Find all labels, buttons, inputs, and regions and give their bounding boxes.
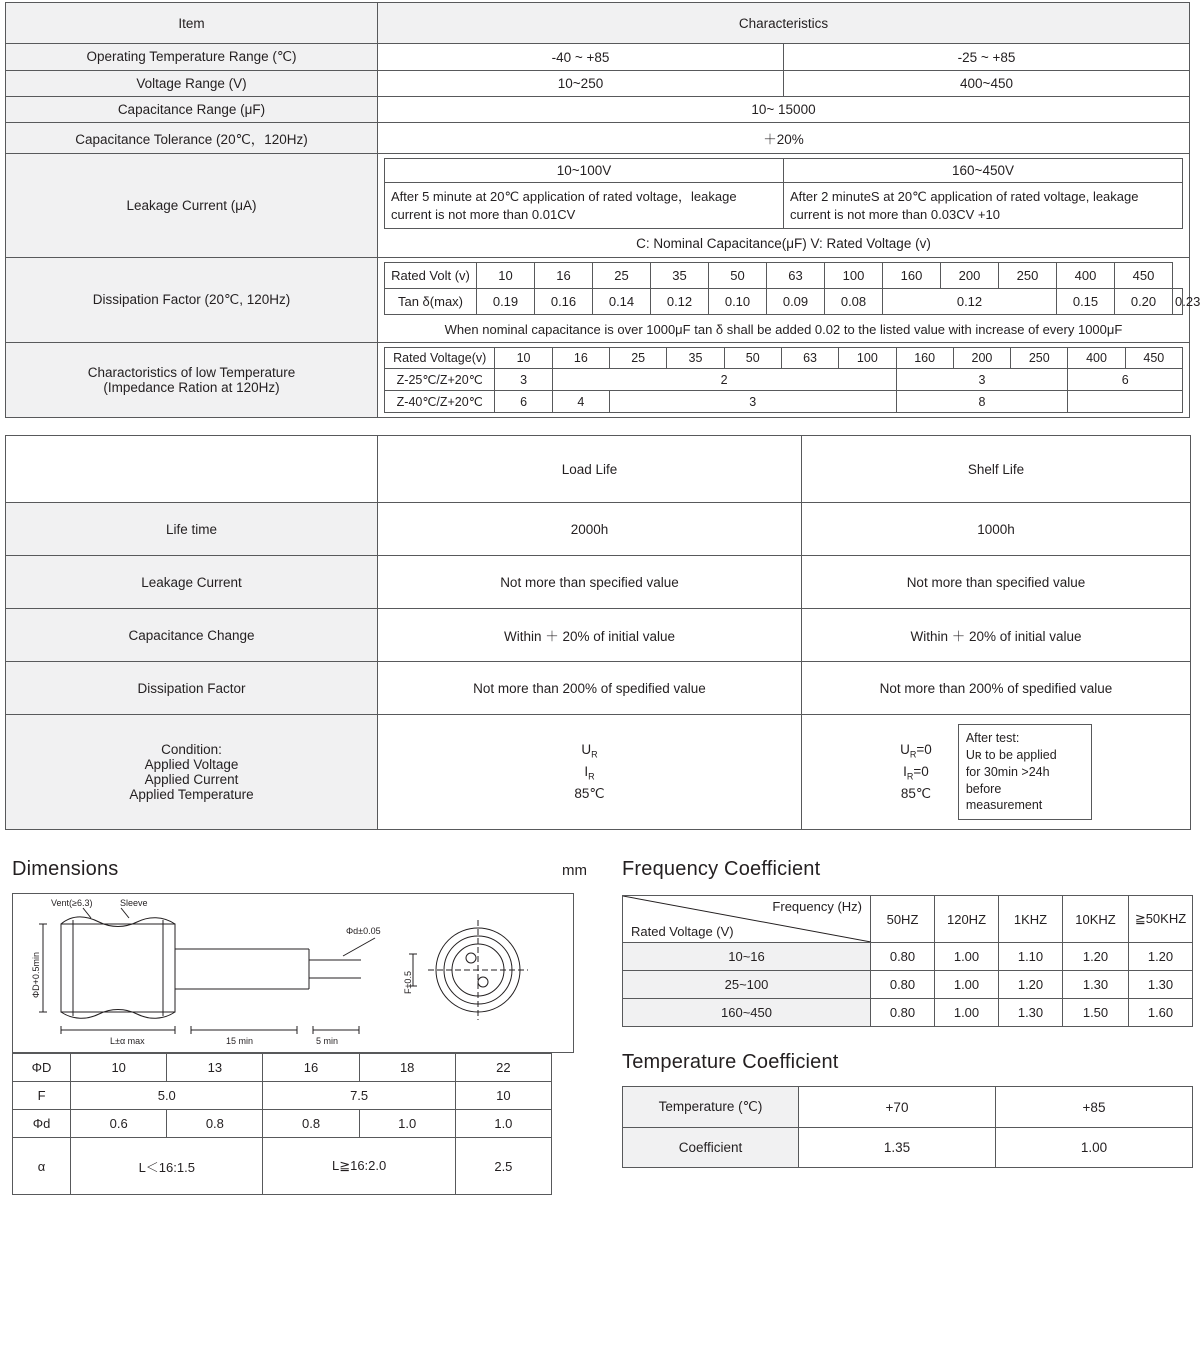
freq-col-head: 50HZ <box>871 896 935 943</box>
lt-empty <box>1068 391 1183 413</box>
leakage-nominal-note: C: Nominal Capacitance(μF) V: Rated Voltage (v) <box>636 236 931 252</box>
freq-value: 0.80 <box>871 943 935 971</box>
dim-alpha: L＜16:1.5 <box>71 1138 263 1195</box>
datasheet-page <box>0 2 1200 1356</box>
dim-phid: 0.8 <box>263 1110 359 1138</box>
table-row <box>6 609 1191 662</box>
dim-alpha: 2.5 <box>455 1138 551 1195</box>
freq-value: 1.50 <box>1063 999 1129 1027</box>
capchange-shelf: Within ＋ 20% of initial value <box>802 609 1191 662</box>
freq-axis-label: Frequency (Hz) <box>772 899 862 915</box>
df-tan: 0.16 <box>535 289 593 315</box>
lt-z25: 3 <box>896 369 1068 391</box>
operating-temp-v1: -40 ~ +85 <box>378 44 784 71</box>
df-volt: 35 <box>651 263 709 289</box>
length-alpha-label: L±α max <box>110 1036 145 1047</box>
capacitance-tolerance-value: ＋20% <box>378 123 1190 154</box>
dim-phid: 0.6 <box>71 1110 167 1138</box>
dim-row-head-alpha: α <box>13 1138 71 1195</box>
leakage-col2-head: 160~450V <box>784 159 1183 183</box>
dim-row-head-F: F <box>13 1082 71 1110</box>
freq-value: 1.20 <box>1063 943 1129 971</box>
voltage-range-v2: 400~450 <box>784 71 1190 97</box>
note-line: measurement <box>965 798 1043 813</box>
temperature-coefficient-title: Temperature Coefficient <box>622 1051 839 1074</box>
leakage-col1-head: 10~100V <box>385 159 784 183</box>
dissipation-factor-cell <box>378 258 1200 343</box>
dissipation-shelf: Not more than 200% of spedified value <box>802 662 1191 715</box>
df-tan: 0.12 <box>651 289 709 315</box>
table-row <box>385 289 1183 315</box>
condition-line: Applied Voltage <box>144 757 239 773</box>
lt-row-head-z40: Z-40℃/Z+20℃ <box>385 391 495 413</box>
freq-value: 1.20 <box>999 971 1063 999</box>
load-condition-lines <box>382 740 797 805</box>
dimensions-title: Dimensions <box>12 858 119 881</box>
df-volt: 100 <box>825 263 883 289</box>
temp-value: +70 <box>799 1087 996 1128</box>
row-label-operating-temp: Operating Temperature Range (℃) <box>6 44 378 71</box>
freq-value: 1.00 <box>935 999 999 1027</box>
life-col2-head: Shelf Life <box>802 436 1191 503</box>
table-row <box>6 715 1191 830</box>
low-temp-label-line1: Charactoristics of low Temperature <box>87 365 296 381</box>
table-row <box>6 123 1190 154</box>
freq-col-head: 120HZ <box>935 896 999 943</box>
df-tan: 0.12 <box>883 289 1057 315</box>
lt-volt: 16 <box>552 348 609 369</box>
frequency-coefficient-table <box>622 895 1193 1027</box>
right-column <box>622 858 1192 1168</box>
voltage-range-v1: 10~250 <box>378 71 784 97</box>
phi-d-tolerance-label: Φd±0.05 <box>346 926 381 937</box>
table-row <box>6 556 1191 609</box>
voltage-axis-label: Rated Voltage (V) <box>631 924 734 940</box>
freq-value: 0.80 <box>871 999 935 1027</box>
row-label-capacitance-range: Capacitance Range (μF) <box>6 97 378 123</box>
lt-volt: 35 <box>667 348 724 369</box>
table-row <box>623 896 1193 943</box>
condition-shelf-values <box>802 715 1191 830</box>
freq-corner-cell <box>623 896 871 943</box>
lt-volt: 160 <box>896 348 953 369</box>
lt-volt: 450 <box>1125 348 1182 369</box>
table-row <box>6 258 1190 343</box>
df-volt: 400 <box>1057 263 1115 289</box>
table-row <box>6 71 1190 97</box>
condition-line: Condition: <box>161 742 222 758</box>
capacitor-drawing <box>12 893 574 1053</box>
table-row <box>13 1110 552 1138</box>
freq-row-label: 10~16 <box>623 943 871 971</box>
freq-row-label: 25~100 <box>623 971 871 999</box>
table-row <box>6 154 1190 258</box>
temp-row-label: Temperature (℃) <box>623 1087 799 1128</box>
freq-value: 1.20 <box>1129 943 1193 971</box>
freq-value: 1.30 <box>1063 971 1129 999</box>
lt-volt: 50 <box>724 348 781 369</box>
leakage-col2-body: After 2 minuteS at 20℃ application of rated voltage, leakage current is not more than 0.03CV +10 <box>784 183 1183 229</box>
shelf-current: $I_R=0$ <box>903 763 929 782</box>
dim-phiD: 22 <box>455 1054 551 1082</box>
df-volt: 50 <box>709 263 767 289</box>
table-row <box>623 1128 1193 1168</box>
freq-value: 1.00 <box>935 943 999 971</box>
leakage-current-cell <box>378 154 1190 258</box>
sleeve-label: Sleeve <box>120 898 148 909</box>
df-tan: 0.15 <box>1057 289 1115 315</box>
capacitor-outline-svg <box>13 894 573 1052</box>
df-tan: 0.23 <box>1173 289 1183 315</box>
condition-line: Applied Current <box>144 772 239 788</box>
low-temp-inner-table <box>384 347 1183 413</box>
dim-phid: 1.0 <box>455 1110 551 1138</box>
table-row <box>623 943 1193 971</box>
load-temperature: 85℃ <box>574 786 605 802</box>
row-label-leakage-current: Leakage Current (μA) <box>6 154 378 258</box>
life-col1-head: Load Life <box>378 436 802 503</box>
dim-phid: 0.8 <box>167 1110 263 1138</box>
lt-volt: 400 <box>1068 348 1125 369</box>
freq-value: 1.60 <box>1129 999 1193 1027</box>
dissipation-note: When nominal capacitance is over 1000μF tan δ shall be added 0.02 to the listed value with increase of every 1000μF <box>444 322 1123 338</box>
operating-temp-v2: -25 ~ +85 <box>784 44 1190 71</box>
note-line: for 30min >24h <box>965 764 1050 779</box>
table-row <box>385 263 1183 289</box>
dim-phid: 1.0 <box>359 1110 455 1138</box>
life-row-label-condition <box>6 715 378 830</box>
df-tan: 0.19 <box>477 289 535 315</box>
dim-row-head-phiD: ΦD <box>13 1054 71 1082</box>
condition-load-values <box>378 715 802 830</box>
dimensions-table <box>12 1053 552 1195</box>
table-row <box>623 971 1193 999</box>
table-row <box>13 1138 552 1195</box>
life-row-label-leakage: Leakage Current <box>6 556 378 609</box>
note-line: Uʀ to be applied <box>965 747 1057 762</box>
df-volt: 250 <box>999 263 1057 289</box>
lt-z25: 2 <box>552 369 896 391</box>
df-tan: 0.09 <box>767 289 825 315</box>
table-row <box>6 343 1190 418</box>
life-characteristics-table <box>5 435 1191 830</box>
dissipation-load: Not more than 200% of spedified value <box>378 662 802 715</box>
table-row <box>6 662 1191 715</box>
leakage-col1-body: After 5 minute at 20℃ application of rated voltage，leakage current is not more than 0.01CV <box>385 183 784 229</box>
df-volt: 450 <box>1115 263 1173 289</box>
lt-z25: 6 <box>1068 369 1183 391</box>
freq-col-head: 10KHZ <box>1063 896 1129 943</box>
note-line: before <box>965 781 1002 796</box>
bottom-section <box>0 858 1200 1195</box>
leakage-shelf: Not more than specified value <box>802 556 1191 609</box>
lt-z40: 8 <box>896 391 1068 413</box>
df-volt: 200 <box>941 263 999 289</box>
capchange-load: Within ＋ 20% of initial value <box>378 609 802 662</box>
dim-phiD: 10 <box>71 1054 167 1082</box>
table-row <box>6 97 1190 123</box>
df-volt: 25 <box>593 263 651 289</box>
load-voltage: $U_R$ <box>581 741 598 760</box>
df-tan: 0.14 <box>593 289 651 315</box>
table-row <box>385 391 1183 413</box>
life-corner-cell <box>6 436 378 503</box>
freq-value: 1.00 <box>935 971 999 999</box>
table-row <box>385 159 1183 183</box>
phi-D-min-label: ΦD+0.5min <box>31 952 41 999</box>
dimensions-header <box>12 858 587 881</box>
coefficient-value: 1.00 <box>996 1128 1193 1168</box>
lt-volt: 63 <box>781 348 838 369</box>
leakage-load: Not more than specified value <box>378 556 802 609</box>
dim-phiD: 16 <box>263 1054 359 1082</box>
lt-volt: 100 <box>839 348 896 369</box>
row-label-voltage-range: Voltage Range (V) <box>6 71 378 97</box>
lt-volt: 10 <box>495 348 552 369</box>
lt-z40: 4 <box>552 391 609 413</box>
dimensions-unit: mm <box>562 862 587 880</box>
frequency-coefficient-title: Frequency Coefficient <box>622 858 821 881</box>
table-row <box>385 369 1183 391</box>
lt-volt: 25 <box>610 348 667 369</box>
dim-phiD: 13 <box>167 1054 263 1082</box>
after-test-note <box>958 724 1092 820</box>
shelf-temperature: 85℃ <box>900 786 932 802</box>
table-row <box>6 503 1191 556</box>
lt-volt: 200 <box>953 348 1010 369</box>
lt-z25: 3 <box>495 369 552 391</box>
dim-alpha: L≧16:2.0 <box>263 1138 455 1195</box>
df-row-head-volt: Rated Volt (v) <box>385 263 477 289</box>
lt-z40: 3 <box>610 391 896 413</box>
f-tolerance-label: F±0.5 <box>403 971 413 995</box>
shelf-voltage: $U_R=0$ <box>900 741 932 760</box>
lifetime-load: 2000h <box>378 503 802 556</box>
table-row <box>13 1054 552 1082</box>
dim-F: 5.0 <box>71 1082 263 1110</box>
shelf-condition-lines <box>900 740 932 805</box>
table-row <box>6 44 1190 71</box>
life-row-label-capacitance-change: Capacitance Change <box>6 609 378 662</box>
df-row-head-tan: Tan δ(max) <box>385 289 477 315</box>
df-volt: 16 <box>535 263 593 289</box>
table-row <box>623 999 1193 1027</box>
length-5-label: 5 min <box>316 1036 339 1047</box>
freq-row-label: 160~450 <box>623 999 871 1027</box>
dim-F: 7.5 <box>263 1082 455 1110</box>
freq-value: 1.30 <box>1129 971 1193 999</box>
df-tan: 0.10 <box>709 289 767 315</box>
freq-col-head: 1KHZ <box>999 896 1063 943</box>
freq-col-head: ≧50KHZ <box>1129 896 1193 943</box>
dissipation-inner-table <box>384 262 1200 315</box>
coefficient-value: 1.35 <box>799 1128 996 1168</box>
coefficient-row-label: Coefficient <box>623 1128 799 1168</box>
header-characteristics: Characteristics <box>378 3 1190 44</box>
dim-F: 10 <box>455 1082 551 1110</box>
capacitance-range-value: 10~ 15000 <box>378 97 1190 123</box>
leakage-inner-table <box>384 158 1183 229</box>
freq-value: 1.30 <box>999 999 1063 1027</box>
lt-volt: 250 <box>1011 348 1068 369</box>
note-line: After test: <box>965 730 1020 745</box>
df-tan: 0.20 <box>1115 289 1173 315</box>
freq-value: 0.80 <box>871 971 935 999</box>
lt-z40: 6 <box>495 391 552 413</box>
specifications-table <box>5 2 1200 418</box>
df-volt: 160 <box>883 263 941 289</box>
df-volt: 10 <box>477 263 535 289</box>
temperature-coefficient-table <box>622 1086 1193 1168</box>
df-volt: 63 <box>767 263 825 289</box>
vent-label: Vent(≥6.3) <box>51 898 93 909</box>
condition-line: Applied Temperature <box>129 787 254 803</box>
temp-value: +85 <box>996 1087 1193 1128</box>
low-temp-label-line2: (Impedance Ration at 120Hz) <box>103 380 280 396</box>
table-row <box>13 1082 552 1110</box>
table-row <box>385 183 1183 229</box>
dim-phiD: 18 <box>359 1054 455 1082</box>
life-row-label-lifetime: Life time <box>6 503 378 556</box>
table-row <box>385 348 1183 369</box>
table-row <box>6 3 1190 44</box>
low-temperature-cell <box>378 343 1190 418</box>
table-row <box>6 436 1191 503</box>
header-item: Item <box>6 3 378 44</box>
row-label-capacitance-tolerance: Capacitance Tolerance (20℃，120Hz) <box>6 123 378 154</box>
freq-value: 1.10 <box>999 943 1063 971</box>
life-row-label-dissipation: Dissipation Factor <box>6 662 378 715</box>
lt-row-head-z25: Z-25℃/Z+20℃ <box>385 369 495 391</box>
row-label-low-temperature <box>6 343 378 418</box>
row-label-dissipation-factor: Dissipation Factor (20℃, 120Hz) <box>6 258 378 343</box>
lifetime-shelf: 1000h <box>802 503 1191 556</box>
df-tan: 0.08 <box>825 289 883 315</box>
length-15-label: 15 min <box>226 1036 254 1047</box>
load-current: $I_R$ <box>584 763 595 782</box>
table-row <box>623 1087 1193 1128</box>
lt-row-head-volt: Rated Voltage(v) <box>385 348 495 369</box>
dim-row-head-phid: Φd <box>13 1110 71 1138</box>
